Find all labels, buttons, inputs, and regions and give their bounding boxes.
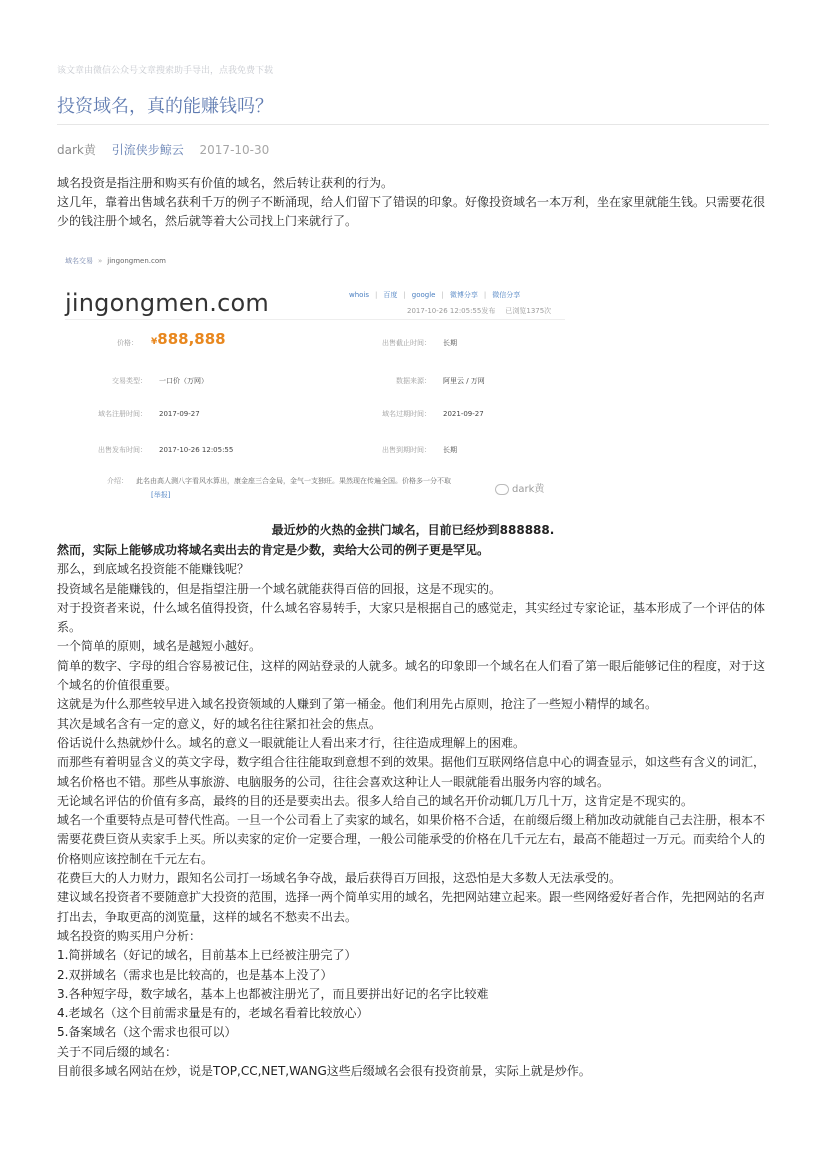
title-divider [57,124,769,125]
whois-link: whois [349,291,370,299]
field-value: 长期 [443,446,457,454]
field-row [85,445,233,455]
intro-label: 介绍： [107,477,128,485]
price-value [151,330,226,348]
paragraph: 其次是域名含有一定的意义，好的域名往往紧扣社会的焦点。 [57,716,382,731]
field-label: 出售到期时间： [382,446,431,454]
field-row [361,409,484,419]
paragraph: 3.各种短字母，数字域名，基本上也都被注册光了，而且要拼出好记的名字比较难 [57,986,489,1001]
field-label: 交易类型： [112,377,147,385]
field-row [361,445,457,455]
field-label: 域名过期时间： [382,410,431,418]
baidu-link: 百度 [383,291,398,299]
google-link: google [411,291,436,299]
field-label: 出售截止时间： [382,339,431,347]
article-body [57,541,769,1081]
paragraph: 目前很多域名网站在炒，说是TOP,CC,NET,WANG这些后缀域名会很有投资前景，实际上就是炒作。 [57,1064,591,1079]
paragraph: 简单的数字、字母的组合容易被记住，这样的网站登录的人就多。域名的印象即一个域名在人们看了第一眼后能够记住的程度，对于这个域名的价值很重要。 [57,658,766,693]
share-links: whois | 百度 | google | 微博分享 | 微信分享 [349,291,521,299]
paragraph: 那么，到底域名投资能不能赚钱呢？ [57,562,250,577]
field-value: 长期 [443,339,457,347]
price-amount: 888,888 [157,330,226,348]
article-title: 投资域名，真的能赚钱吗？ [57,96,273,117]
export-note-link[interactable]: 该文章由微信公众号文章搜索助手导出，点我免费下载 [57,66,274,76]
paragraph: 然而，实际上能够成功将域名卖出去的肯定是少数，卖给大公司的例子更是罕见。 [57,543,490,557]
field-row [85,409,200,419]
field-value: 2021-09-27 [443,410,484,418]
publish-info [407,306,551,316]
field-label: 数据来源： [396,377,431,385]
intro-paragraphs [57,174,769,231]
wechat-share-link: 微信分享 [492,291,521,299]
paragraph: 而那些有着明显含义的英文字母，数字组合往往能取到意想不到的效果。据他们互联网络信息中心的调查显示，如这些有含义的词汇，域名价格也不错。那些从事旅游、电脑服务的公司，往往会喜欢这种让人一眼就能看出服务内容的域名。 [57,755,766,789]
paragraph: 域名一个重要特点是可替代性高。一旦一个公司看上了卖家的域名，如果价格不合适，在前缀后缀上稍加改动就能自己去注册，根本不需要花费巨资从卖家手上买。所以卖家的定价一定要合理，一般公司能承受的价格在几千元左右，最高不能超过一万元。而卖给个人的价格则应该控制在千元左右。 [57,813,766,866]
field-value: 2017-09-27 [159,410,200,418]
paragraph: 俗话说什么热就炒什么。域名的意义一眼就能让人看出来才行，往往造成理解上的困难。 [57,735,526,750]
paragraph: 关于不同后缀的域名： [57,1044,178,1059]
listed-domain-name: jingongmen.com [65,289,269,317]
view-count: 已浏览1375次 [505,307,552,315]
paragraph: 2.双拼域名（需求也是比较高的，也是基本上没了） [57,967,333,982]
paragraph: 域名投资是指注册和购买有价值的域名，然后转让获利的行为。 [57,176,394,190]
image-caption: 最近炒的火热的金拱门域名，目前已经炒到888888. [271,523,555,537]
paragraph: 建议域名投资者不要随意扩大投资的范围，选择一两个简单实用的域名，先把网站建立起来。跟一些网络爱好者合作，先把网站的名声打出去，争取更高的浏览量，这样的域名不愁卖不出去。 [57,890,766,924]
paragraph: 5.备案域名（这个需求也很可以） [57,1025,237,1040]
report-link: [举报] [151,491,171,499]
wechat-icon [495,484,509,495]
publish-date: 2017-10-30 [199,143,270,157]
paragraph: 域名投资的购买用户分析： [57,928,202,943]
watermark [495,480,544,495]
listing-intro [107,476,451,486]
field-value: 2017-10-26 12:05:55 [159,446,234,454]
intro-text: 此名由高人测八字看风水算出，康金座三合金局，金气一支独旺。果然现在传遍全国。价格多一分不取 [136,477,451,485]
author-name: dark黄 [57,143,96,157]
field-value: 一口价（万网） [159,377,208,385]
article-meta [57,141,281,158]
domain-listing-screenshot [61,251,569,513]
field-row [85,376,208,386]
price-label: 价格： [117,339,138,347]
paragraph: 一个简单的原则，域名是越短小越好。 [57,639,262,654]
paragraph: 花费巨大的人力财力，跟知名公司打一场域名争夺战，最后获得百万回报，这恐怕是大多数人无法承受的。 [57,871,622,886]
breadcrumb-current: jingongmen.com [107,257,166,265]
paragraph: 投资域名是能赚钱的，但是指望注册一个域名就能获得百倍的回报，这是不现实的。 [57,581,502,596]
breadcrumb-separator: » [98,257,103,265]
breadcrumb [65,256,166,266]
paragraph: 无论域名评估的价值有多高，最终的目的还是要卖出去。很多人给自己的域名开价动辄几万几十万，这肯定是不现实的。 [57,793,694,808]
breadcrumb-root: 域名交易 [65,257,93,265]
paragraph: 这几年，靠着出售域名获利千万的例子不断涌现，给人们留下了错误的印象。好像投资域名一本万利，坐在家里就能生钱。只需要花很少的钱注册个域名，然后就等着大公司找上门来就行了。 [57,195,766,228]
field-label: 域名注册时间： [98,410,147,418]
currency-symbol: ¥ [151,337,158,347]
paragraph: 4.老域名（这个目前需求量是有的，老域名看着比较放心） [57,1006,369,1021]
account-link[interactable]: 引流侠步鲸云 [111,143,184,157]
field-row [361,338,457,348]
field-label: 出售发布时间： [98,446,147,454]
published-time: 2017-10-26 12:05:55发布 [407,307,496,315]
paragraph: 1.简拼域名（好记的域名，目前基本上已经被注册完了） [57,948,357,963]
watermark-text: dark黄 [512,484,545,495]
paragraph: 对于投资者来说，什么域名值得投资，什么域名容易转手，大家只是根据自己的感觉走，其实经过专家论证，基本形成了一个评估的体系。 [57,600,766,635]
field-value: 阿里云 / 万网 [443,377,485,385]
listing-divider [65,319,565,320]
weibo-share-link: 微博分享 [449,291,478,299]
field-row [361,376,485,386]
paragraph: 这就是为什么那些较早进入域名投资领域的人赚到了第一桶金。他们利用先占原则，抢注了一些短小精悍的域名。 [57,697,658,712]
